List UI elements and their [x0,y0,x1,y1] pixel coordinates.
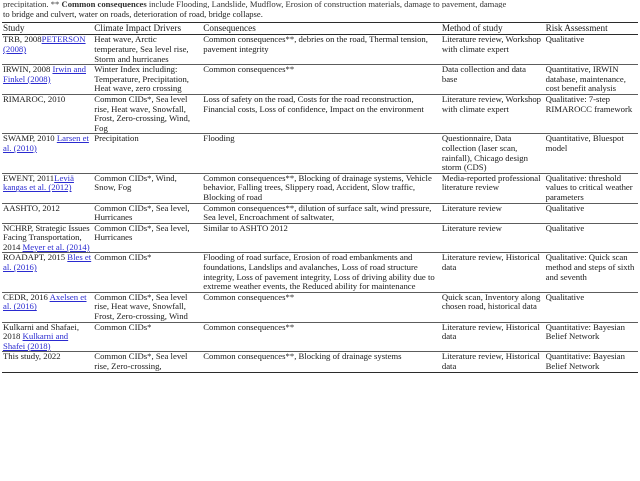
table-row [2,173,638,203]
citation-link[interactable]: Axelsen et al. (2016) [3,291,87,312]
column-header-study: Study [3,23,25,34]
footnote-bold-term: Common consequences [61,0,147,8]
table-row [2,134,638,173]
cell-climate-impact-drivers: Common CIDs* [94,252,152,263]
footnote-line-2: to bridge and culvert, water on roads, deterioration of road, bridge collapse. [3,9,263,19]
cell-climate-impact-drivers: Common CIDs* [94,321,152,332]
study-name: ROADAPT, 2015 [3,252,68,263]
cell-consequences: Flooding of road surface, Erosion of road embankments and foundations, Landslips and avalanches, Loss of road structure integrity, Loss of pavement integrity, Loss of driving ability due to extreme weather events, the Reduced ability for maintenance [203,252,435,292]
column-header-method-of-study: Method of study [441,23,503,34]
citation-link[interactable]: Meyer et al. (2014) [22,241,90,252]
table-header [2,23,638,35]
cell-study [2,253,93,292]
column-header-climate-impact-drivers: Climate Impact Drivers [94,23,182,34]
cell-risk-assessment: Qualitative: threshold values to critical weather parameters [545,172,633,202]
table-row [2,253,638,292]
cell-risk-assessment: Qualitative [545,34,585,45]
cell-risk-assessment: Quantitative, IRWIN database, maintenance, cost benefit analysis [545,64,626,94]
footnote-line-1 [3,0,637,8]
table-row [2,94,638,133]
cell-climate-impact-drivers: Common CIDs*, Sea level rise, Zero-crossing, [94,351,188,371]
citation-link[interactable]: Kulkarni and Shafei (2018) [3,331,69,351]
cell-study [2,134,93,173]
cell-study [2,173,93,203]
cell-consequences: Common consequences**, debries on the road, Thermal tension, pavement integrity [203,34,428,54]
column-header-consequences: Consequences [203,23,256,34]
cell-method-of-study: Media-reported professional literature review [441,172,541,193]
study-name: NCHRP, Strategic Issues Facing Transportation, 2014 [3,222,90,252]
cell-consequences: Common consequences**, Blocking of drainage systems, Vehicle behavior, Falling trees, Slippery road, Accident, Slow traffic, Blocking of road [203,172,432,202]
citation-link[interactable]: Larsen et al. (2010) [3,133,89,153]
literature-review-table [2,22,638,372]
cell-method-of-study: Quick scan, Inventory along chosen road, historical data [441,291,541,312]
cell-risk-assessment: Quantitative: Bayesian Belief Network [545,351,625,371]
table-footnote [2,0,638,19]
cell-consequences: Similar to ASHTO 2012 [203,222,288,233]
column-header-risk-assessment: Risk Assessment [545,23,608,34]
cell-climate-impact-drivers: Common CIDs*, Wind, Snow, Fog [94,172,177,193]
cell-risk-assessment: Qualitative: Quick scan method and steps of sixth and seventh [545,252,635,282]
footnote-rest: include Flooding, Landslide, Mudflow, Erosion of construction materials, damage to pavement, damage [146,0,507,8]
citation-link[interactable]: Leviä kangas et al. (2012) [3,172,74,193]
study-name: IRWIN, 2008 [3,64,53,75]
cell-risk-assessment: Qualitative [545,222,585,233]
cell-study [2,94,93,133]
table-row [2,35,638,65]
table-row [2,292,638,322]
cell-climate-impact-drivers: Common CIDs*, Sea level, Hurricanes [94,222,190,243]
cell-study [2,65,93,95]
cell-consequences: Common consequences** [203,321,295,332]
table-body [2,35,638,372]
cell-study [2,203,93,223]
cell-method-of-study: Data collection and data base [441,64,527,84]
cell-study [2,35,93,65]
cell-study [2,292,93,322]
cell-method-of-study: Literature review, Workshop with climate expert [441,34,542,54]
cell-consequences: Common consequences**, dilution of surface salt, wind pressure, Sea level, Encroachment of saltwater, [203,202,432,223]
cell-method-of-study: Literature review, Historical data [441,351,540,371]
cell-study [2,223,93,253]
cell-climate-impact-drivers: Common CIDs*, Sea level rise, Heat wave, Snowfall, Frost, Zero-crossing, Wind [94,291,188,322]
cell-study [2,352,93,372]
study-name: SWAMP, 2010 [3,133,57,144]
cell-consequences: Common consequences** [203,64,295,75]
cell-method-of-study: Questionnaire, Data collection (laser scan, rainfall), Chicago design storm (CDS) [441,133,528,173]
cell-climate-impact-drivers: Heat wave, Arctic temperature, Sea level rise, Storm and hurricanes [94,34,189,64]
cell-risk-assessment: Qualitative [545,202,585,213]
cell-method-of-study: Literature review, Historical data [441,321,540,342]
study-name: TRB, 2008 [3,34,42,45]
study-name: This study, 2022 [3,351,61,362]
study-name: Kulkarni and Shafaei, 2018 [3,321,79,342]
cell-risk-assessment: Qualitative: 7-step RIMAROCC framework [545,93,633,114]
cell-method-of-study: Literature review, Workshop with climate expert [441,93,542,114]
cell-consequences: Loss of safety on the road, Costs for the road reconstruction, Financial costs, Loss of confidence, Impact on the environment [203,93,424,114]
cell-risk-assessment: Qualitative [545,291,585,302]
cell-risk-assessment: Quantitative: Bayesian Belief Network [545,321,625,342]
table-row [2,223,638,253]
table-row [2,203,638,223]
cell-climate-impact-drivers: Winter Index including: Temperature, Precipitation, Heat wave, zero crossing [94,64,189,94]
cell-consequences: Common consequences** [203,291,295,302]
cell-consequences: Common consequences**, Blocking of drainage systems [203,351,402,362]
citation-link[interactable]: PETERSON (2008) [3,34,86,54]
study-name: RIMAROC, 2010 [3,93,66,104]
study-name: EWENT, 2011 [3,172,55,183]
cell-climate-impact-drivers: Common CIDs*, Sea level rise, Heat wave, Snowfall, Frost, Zero-crossing, Wind, Fog [94,93,191,133]
citation-link[interactable]: Bles et al. (2016) [3,252,92,273]
citation-link[interactable]: Irwin and Finkel (2008) [3,64,87,84]
table-row [2,322,638,352]
study-name: CEDR, 2016 [3,291,50,302]
table-row [2,352,638,372]
study-name: AASHTO, 2012 [3,202,60,213]
cell-method-of-study: Literature review [441,202,502,213]
cell-climate-impact-drivers: Common CIDs*, Sea level, Hurricanes [94,202,190,223]
cell-method-of-study: Literature review, Historical data [441,252,540,273]
cell-climate-impact-drivers: Precipitation [94,133,139,144]
cell-method-of-study: Literature review [441,222,502,233]
header-row [2,23,638,35]
table-row [2,65,638,95]
cell-consequences: Flooding [203,133,235,144]
footnote-prefix: precipitation. ** [3,0,62,8]
cell-risk-assessment: Quantitative, Bluespot model [545,133,624,153]
cell-study [2,322,93,352]
